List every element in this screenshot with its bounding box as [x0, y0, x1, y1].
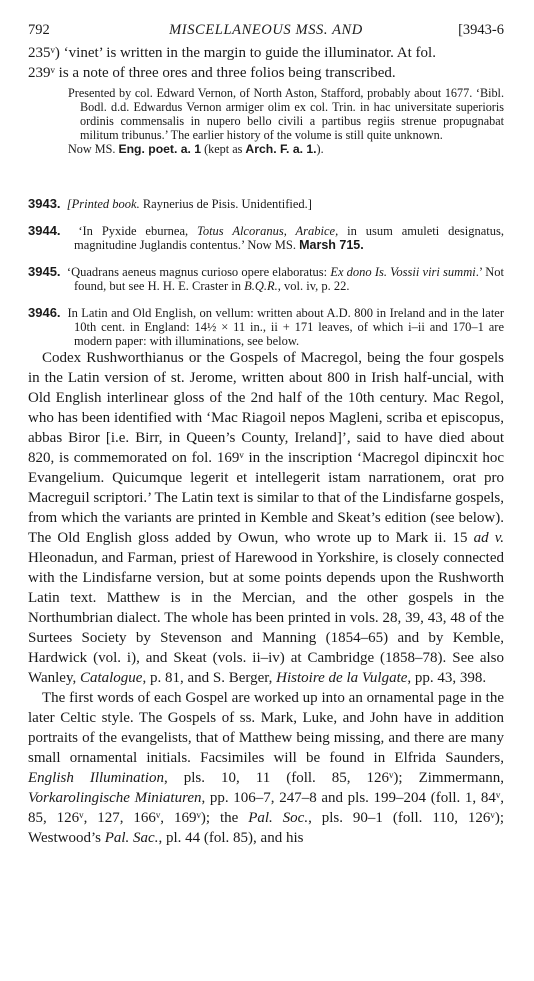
- entry-3943: 3943. [Printed book. Raynerius de Pisis. Unidentified.]: [28, 196, 312, 211]
- description-paragraph-2: The first words of each Gospel are worked up into an ornamental page in the later Celtic style. The Gospels of ss. Mark, Luke, and John have in addition portraits of the evangelists, that of Matthew being missing, and there are many small ornamental initials. Facsimiles will be found in Elfrida Saunders, English Illumination, pls. 10, 11 (foll. 85, 126ᵛ); Zimmermann, Vorkarolingische Miniaturen, pp. 106–7, 247–8 and pls. 199–204 (foll. 1, 84ᵛ, 85, 126ᵛ, 127, 166ᵛ, 169ᵛ); the Pal. Soc., pls. 90–1 (foll. 110, 126ᵛ); Westwood’s Pal. Sac., pl. 44 (fol. 85), and his: [28, 690, 504, 846]
- provenance-note: [28, 86, 504, 156]
- provenance-text: Presented by col. Edward Vernon, of North Aston, Stafford, probably about 1677. ‘Bibl. Bodl. d.d. Edwardus Vernon armiger olim ex col. Trin. in hac universitate superioris ordinis commensalis in nupero bello civili a partibus regiis strenue propugnabat militum tribunus.’ The earlier history of the volume is still quite unknown.: [68, 86, 504, 142]
- entry-number: 3945.: [28, 264, 61, 279]
- entry-3945: 3945. ‘Quadrans aeneus magnus curioso opere elaboratus: Ex dono Is. Vossii viri summi.’ Not found, but see H. H. E. Craster in B.Q.R., vol. iv, p. 22.: [28, 264, 504, 293]
- running-title: MISCELLANEOUS MSS. AND: [169, 22, 363, 38]
- running-header: [28, 22, 504, 42]
- page-number: 792: [28, 22, 50, 38]
- entry-range: [3943-6: [458, 22, 504, 38]
- continuation-line-1: 235ᵛ) ‘vinet’ is written in the margin to guide the illuminator. At fol.: [28, 45, 436, 61]
- description-paragraph-1: Codex Rushworthianus or the Gospels of Macregol, being the four gospels in the Latin version of st. Jerome, written about 800 in Irish half-uncial, with Old English interlinear gloss of the 2nd half of the 10th century. Mac Regol, who has been identified with ‘Mac Riagoil nepos Magleni, scriba et episcopus, abbas Biror [i.e. Birr, in Queen’s County, Ireland]’, said to have died about 820, is commemorated on fol. 169ᵛ in the inscription ‘Macregol dipincxit hoc Evangelium. Quicumque legerit et intellegerit istam narrationem, orat pro Macreguil scriptori.’ The Latin text is similar to that of the Lindisfarne gospels, from which the variants are printed in Kemble and Skeat’s edition (see below). The Old English gloss added by Owun, who wrote up to Mark ii. 15 ad v. Hleonadun, and Farman, priest of Harewood in Yorkshire, is closely connected with the Lindisfarne version, but at some points depends upon the Rushworth Latin text. Matthew is in the Mercian, and the other gospels in the Northumbrian dialect. The whole has been printed in vols. 28, 39, 43, 48 of the Surtees Society by Stevenson and Manning (1854–65) and by Kemble, Hardwick (vol. i), and Skeat (vols. ii–iv) at Cambridge (1858–78). See also Wanley, Catalogue, p. 81, and S. Berger, Histoire de la Vulgate, pp. 43, 398.: [28, 350, 504, 686]
- description-body: [28, 348, 504, 848]
- entry-3944: 3944. ‘In Pyxide eburnea, Totus Alcoranus, Arabice, in usum amuleti designatus, magnitudine Juglandis contentus.’ Now MS. Marsh 715.: [28, 223, 504, 252]
- entry-3946: 3946. In Latin and Old English, on vellum: written about A.D. 800 in Ireland and in the later 10th cent. in England: 14½ × 11 in., ii + 171 leaves, of which i–ii and 170–1 are modern paper: with illuminations, see below.: [28, 305, 504, 348]
- entry-number: 3943.: [28, 196, 61, 211]
- continuation-text: [28, 43, 504, 83]
- continuation-line-2: 239ᵛ is a note of three ores and three folios being transcribed.: [28, 65, 396, 81]
- entry-number: 3946.: [28, 305, 61, 320]
- shelfmark-current: Eng. poet. a. 1: [118, 142, 202, 156]
- provenance-shelfmark: Now MS. Eng. poet. a. 1 (kept as Arch. F. a. 1.).: [68, 142, 324, 156]
- shelfmark-kept-as: Arch. F. a. 1.: [245, 142, 317, 156]
- entry-number: 3944.: [28, 223, 61, 238]
- shelfmark: Marsh 715.: [299, 238, 364, 252]
